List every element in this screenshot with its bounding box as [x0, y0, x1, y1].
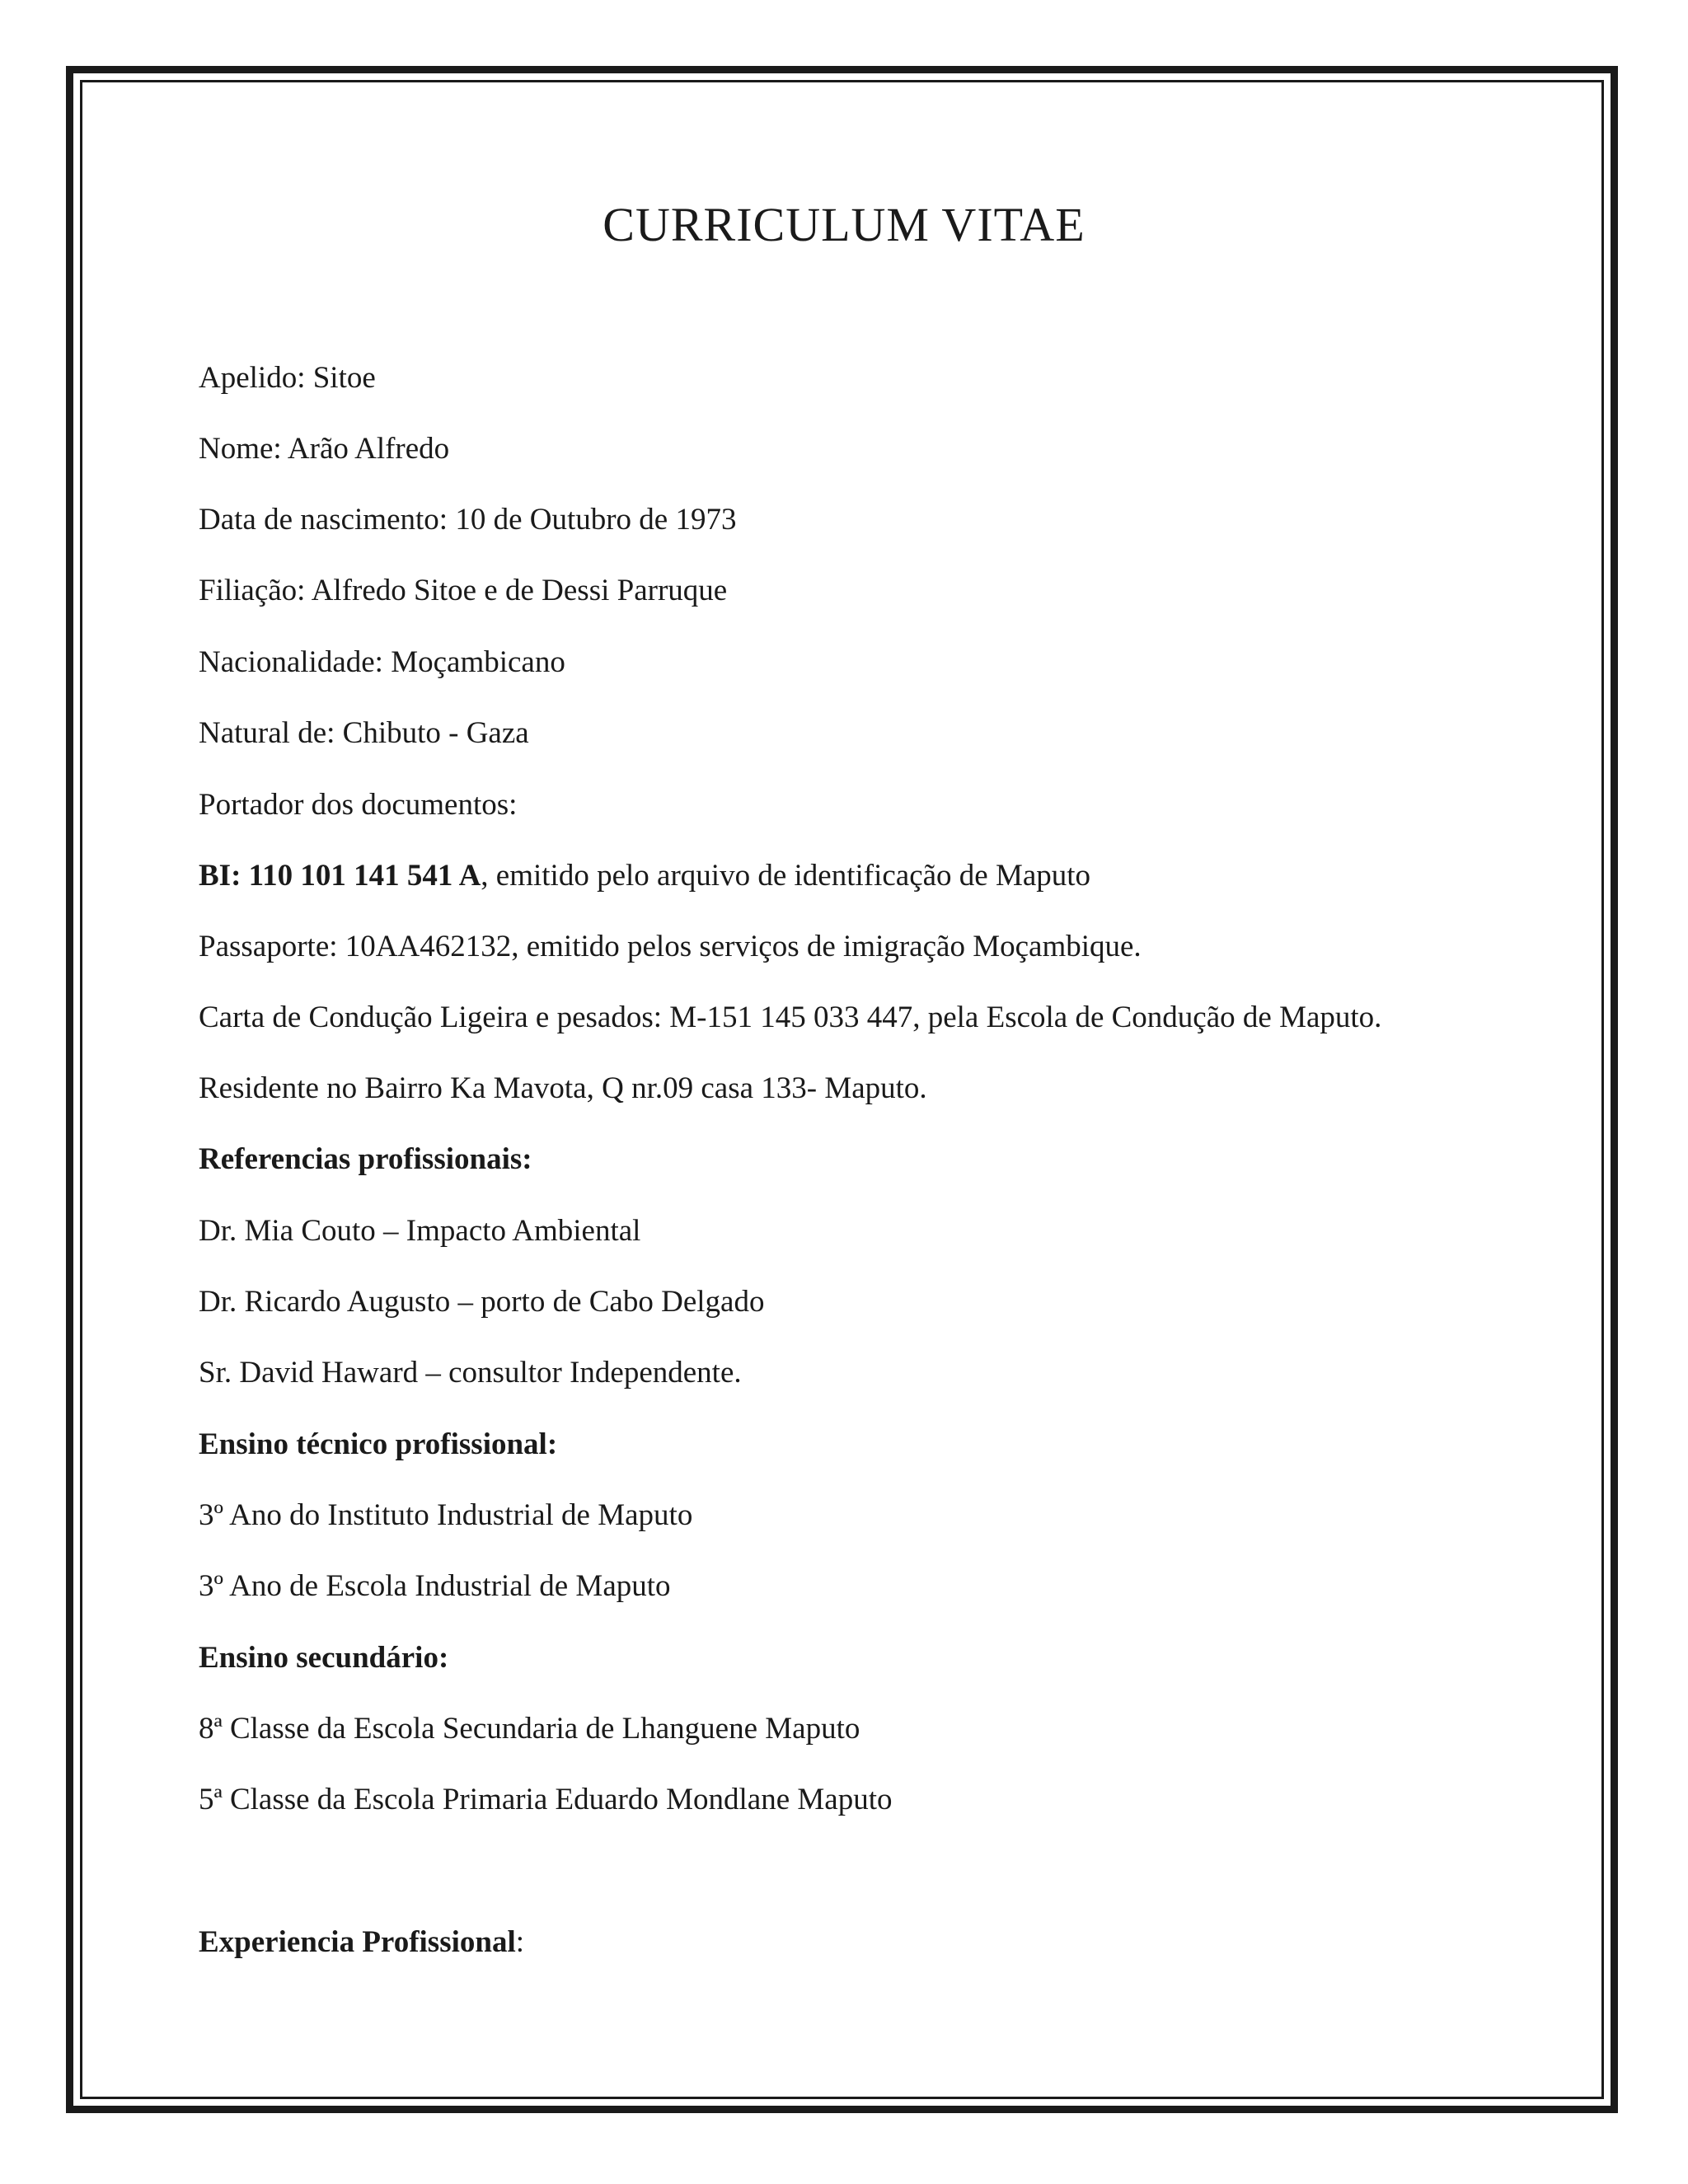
driving-license-line: Carta de Condução Ligeira e pesados: M-151 145 033 447, pela Escola de Condução de Maputo.: [199, 1001, 1382, 1034]
reference-item: Sr. David Haward – consultor Independente.: [199, 1356, 742, 1390]
technical-education-item: 3º Ano do Instituto Industrial de Maputo: [199, 1498, 693, 1532]
document-title: CURRICULUM VITAE: [603, 198, 1085, 251]
surname-label: Apelido:: [199, 361, 306, 395]
experience-heading-text: Experiencia Profissional: [199, 1925, 516, 1959]
secondary-education-heading: Ensino secundário:: [199, 1641, 449, 1675]
birth-date-label: Data de nascimento:: [199, 503, 448, 537]
technical-education-heading: Ensino técnico profissional:: [199, 1427, 558, 1461]
birth-date-value: 10 de Outubro de 1973: [455, 503, 737, 537]
origin-line: [199, 715, 529, 752]
nationality-line: [199, 644, 565, 681]
parents-line: [199, 573, 727, 609]
name-line: [199, 431, 449, 467]
reference-item: Dr. Mia Couto – Impacto Ambiental: [199, 1214, 641, 1248]
technical-education-item: 3º Ano de Escola Industrial de Maputo: [199, 1569, 671, 1603]
origin-value: Chibuto - Gaza: [342, 716, 529, 750]
bi-value: , emitido pelo arquivo de identificação de Maputo: [481, 859, 1091, 893]
name-label: Nome:: [199, 432, 282, 466]
nationality-label: Nacionalidade:: [199, 645, 383, 679]
parents-label: Filiação:: [199, 574, 306, 607]
reference-item: Dr. Ricardo Augusto – porto de Cabo Delgado: [199, 1285, 765, 1319]
references-heading: Referencias profissionais:: [199, 1142, 532, 1176]
parents-value: Alfredo Sitoe e de Dessi Parruque: [311, 574, 728, 607]
origin-label: Natural de:: [199, 716, 335, 750]
passport-line: Passaporte: 10AA462132, emitido pelos serviços de imigração Moçambique.: [199, 930, 1142, 963]
experience-heading: [199, 1924, 524, 1961]
surname-line: [199, 360, 376, 396]
nationality-value: Moçambicano: [391, 645, 565, 679]
bi-label: BI: 110 101 141 541 A: [199, 859, 481, 893]
documents-heading: Portador dos documentos:: [199, 788, 518, 822]
residence-line: Residente no Bairro Ka Mavota, Q nr.09 casa 133- Maputo.: [199, 1071, 927, 1105]
name-value: Arão Alfredo: [287, 432, 450, 466]
birth-date-line: [199, 502, 736, 538]
secondary-education-item: 8ª Classe da Escola Secundaria de Lhanguene Maputo: [199, 1712, 860, 1746]
surname-value: Sitoe: [312, 361, 376, 395]
secondary-education-item: 5ª Classe da Escola Primaria Eduardo Mondlane Maputo: [199, 1783, 893, 1816]
bi-line: [199, 858, 1090, 894]
experience-heading-colon: :: [515, 1925, 525, 1959]
